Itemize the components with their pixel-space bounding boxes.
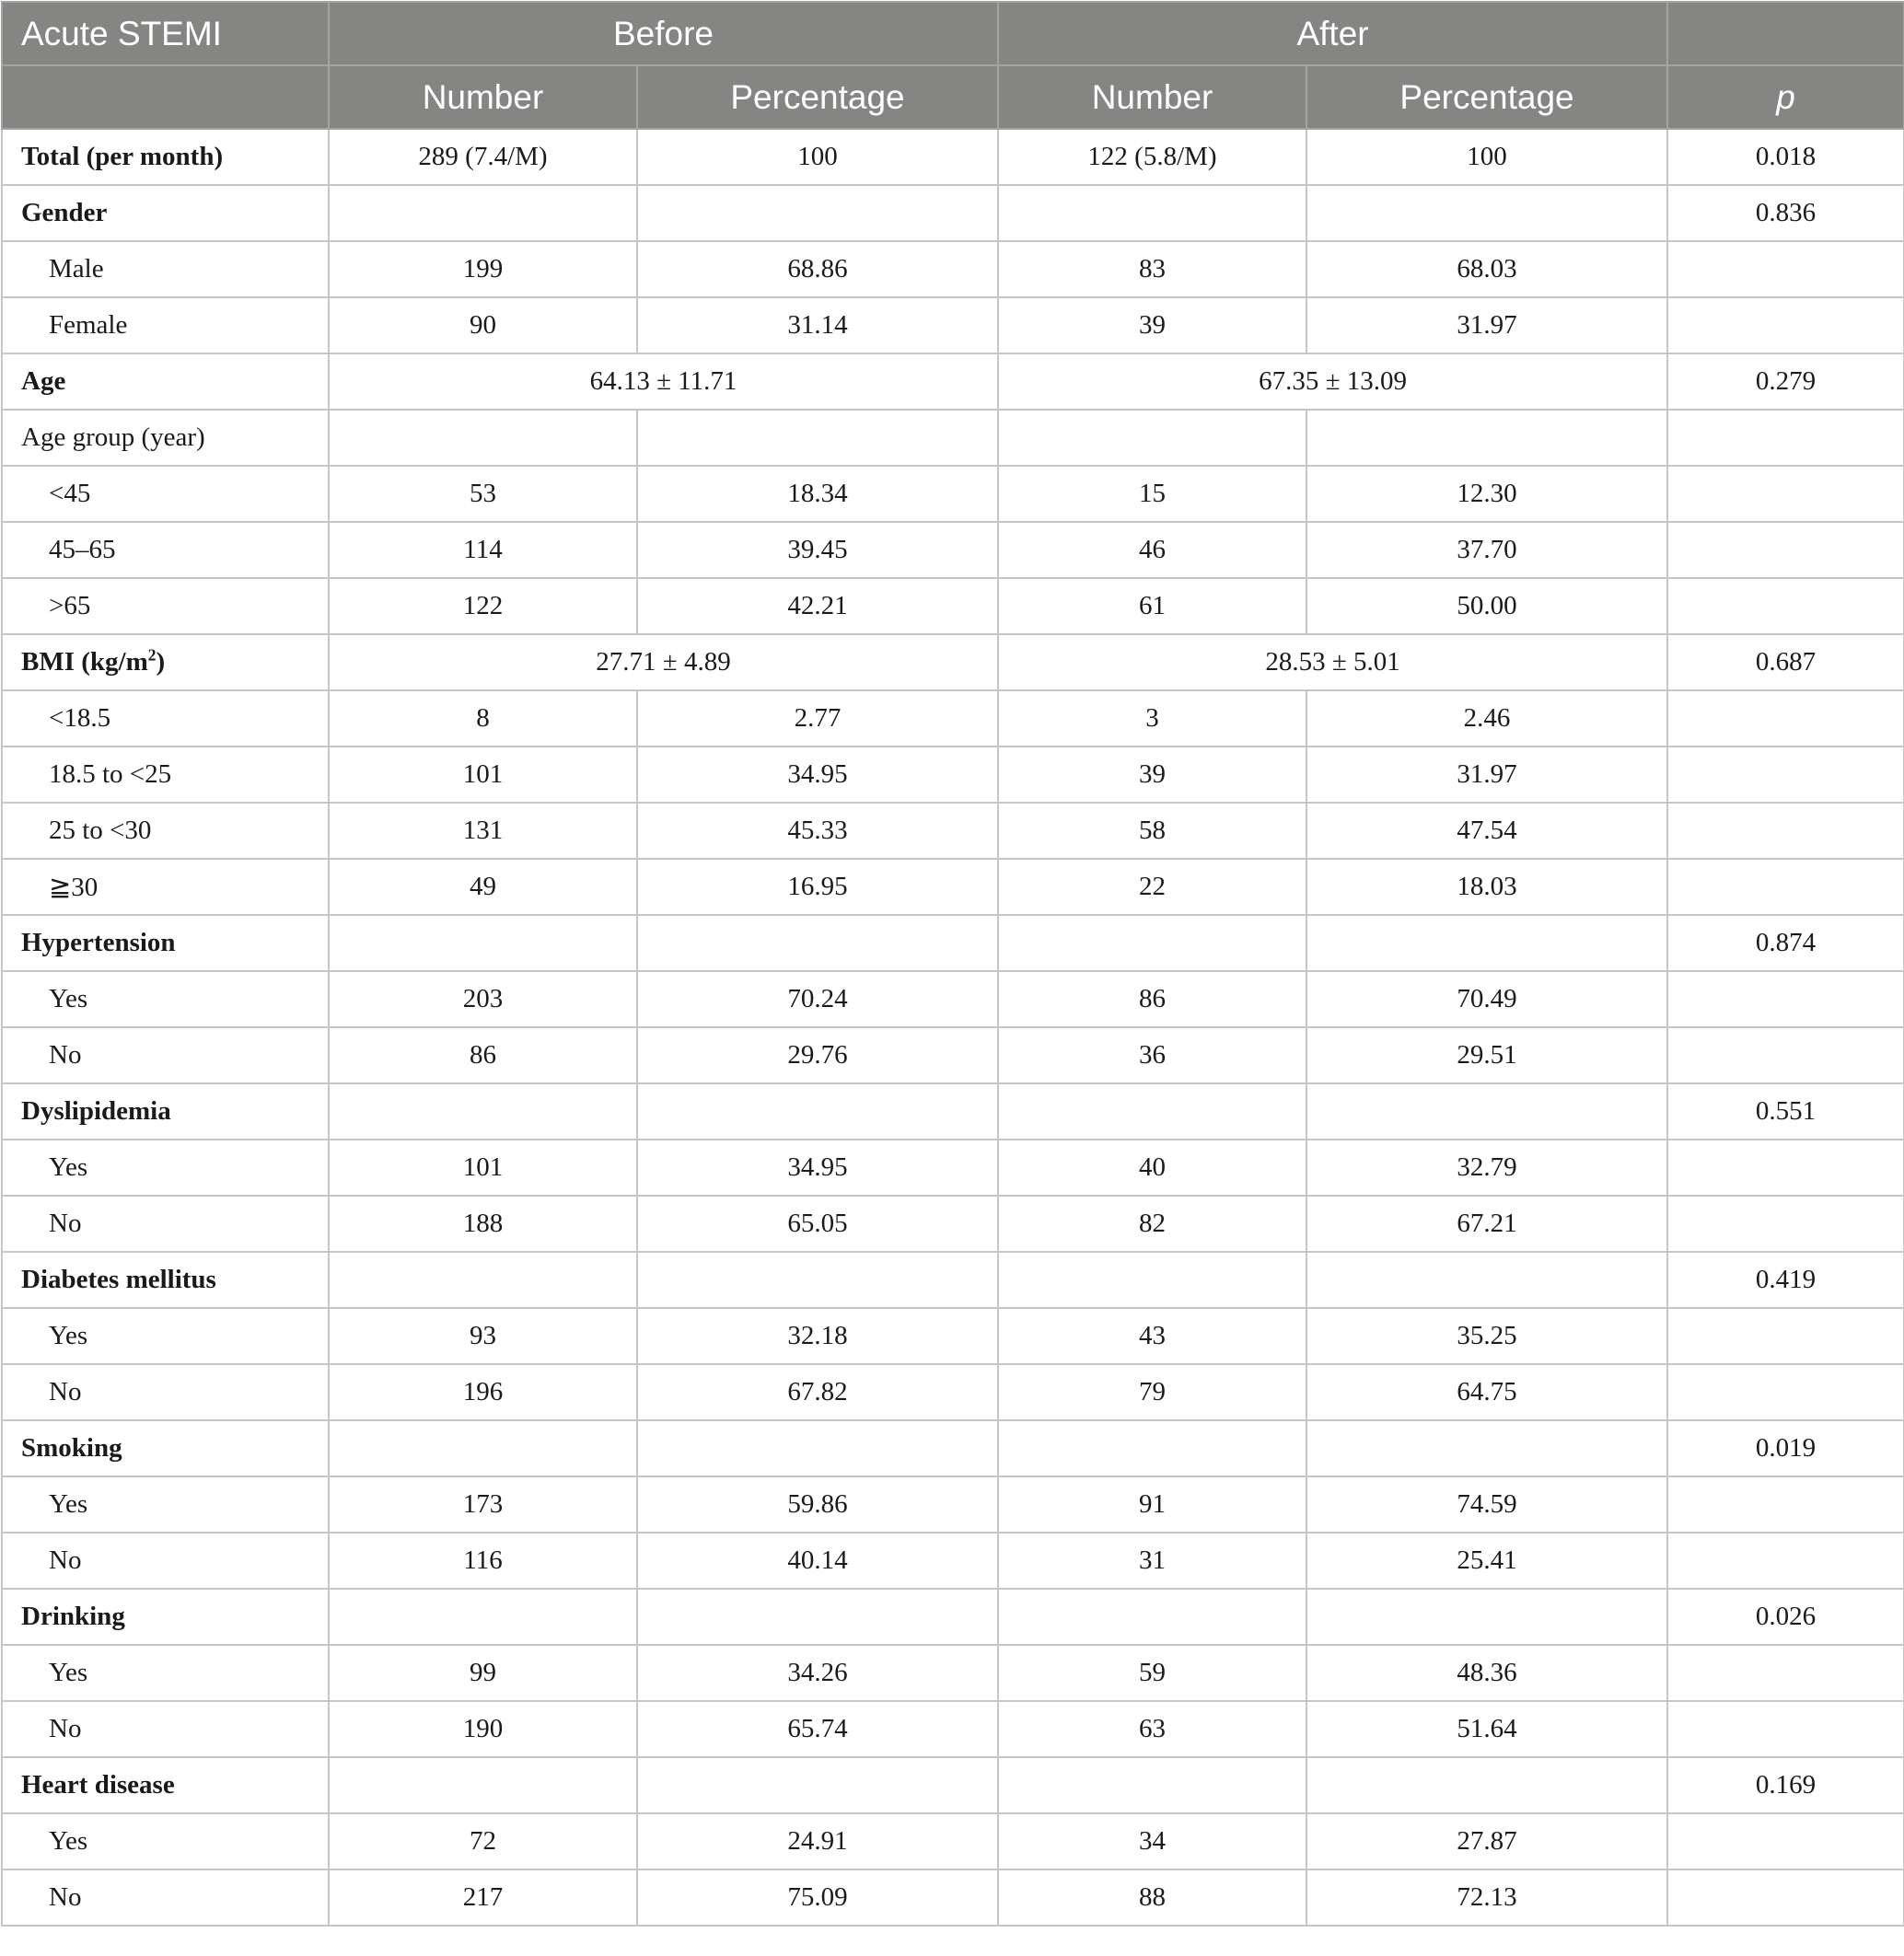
after-number: 3 [998,690,1306,747]
row-label [2,915,329,971]
before-number: 122 [329,578,637,634]
row-label [2,353,329,410]
row-label [2,185,329,241]
row-label-text: No [49,1040,82,1070]
row-label-text: No [49,1882,82,1912]
after-number: 43 [998,1308,1306,1364]
before-percentage: 65.05 [637,1196,998,1252]
after-number [998,915,1306,971]
before-number [329,1757,637,1813]
after-number: 36 [998,1027,1306,1083]
after-percentage: 64.75 [1306,1364,1667,1420]
table-row [2,129,1904,185]
header-after-number: Number [998,65,1306,129]
table-row [2,410,1904,466]
table-header [2,2,1904,129]
row-label [2,747,329,803]
row-label-text: 45–65 [49,535,116,564]
table-row [2,690,1904,747]
before-number: 188 [329,1196,637,1252]
p-value: 0.279 [1667,353,1904,410]
after-percentage: 51.64 [1306,1701,1667,1757]
after-percentage [1306,1083,1667,1140]
after-percentage: 67.21 [1306,1196,1667,1252]
row-label-text: No [49,1714,82,1743]
row-label-text: 18.5 to <25 [49,759,172,789]
before-number: 203 [329,971,637,1027]
before-percentage: 34.26 [637,1645,998,1701]
after-percentage: 2.46 [1306,690,1667,747]
row-label-text: Yes [49,1321,88,1350]
p-value [1667,1364,1904,1420]
before-number: 196 [329,1364,637,1420]
row-label-text: No [49,1377,82,1406]
table-row [2,859,1904,915]
before-percentage: 31.14 [637,297,998,353]
before-percentage: 65.74 [637,1701,998,1757]
after-number [998,1757,1306,1813]
after-mean-sd: 28.53 ± 5.01 [998,634,1667,690]
after-number: 39 [998,747,1306,803]
p-value [1667,522,1904,578]
row-label [2,1701,329,1757]
table-row [2,1757,1904,1813]
before-mean-sd: 27.71 ± 4.89 [329,634,998,690]
after-number: 34 [998,1813,1306,1869]
after-percentage [1306,915,1667,971]
row-label-text: Heart disease [21,1770,175,1800]
after-percentage: 25.41 [1306,1533,1667,1589]
table-row [2,578,1904,634]
row-label-text: Gender [21,198,108,227]
row-label-superscript: 2 [147,645,157,665]
p-value [1667,578,1904,634]
row-label-text: Yes [49,984,88,1013]
table-row [2,1476,1904,1533]
after-number: 15 [998,466,1306,522]
before-percentage: 34.95 [637,747,998,803]
header-empty-label [2,65,329,129]
row-label-text: Dyslipidemia [21,1096,171,1126]
before-number: 93 [329,1308,637,1364]
before-percentage [637,1757,998,1813]
before-percentage: 42.21 [637,578,998,634]
row-label-tail: ) [156,647,166,677]
row-label [2,803,329,859]
after-percentage: 32.79 [1306,1140,1667,1196]
after-number [998,1083,1306,1140]
after-percentage [1306,185,1667,241]
table-row [2,1027,1904,1083]
before-number: 72 [329,1813,637,1869]
before-percentage [637,1589,998,1645]
p-value: 0.687 [1667,634,1904,690]
table-row [2,241,1904,297]
row-label [2,1364,329,1420]
p-value: 0.018 [1667,129,1904,185]
row-label [2,1533,329,1589]
before-number [329,1589,637,1645]
after-number: 122 (5.8/M) [998,129,1306,185]
after-percentage [1306,1420,1667,1476]
before-number [329,185,637,241]
table-row [2,1364,1904,1420]
p-value [1667,297,1904,353]
after-percentage [1306,410,1667,466]
after-percentage: 47.54 [1306,803,1667,859]
table-row [2,1083,1904,1140]
row-label [2,1420,329,1476]
row-label [2,1083,329,1140]
header-before-percentage: Percentage [637,65,998,129]
before-number [329,410,637,466]
after-number: 22 [998,859,1306,915]
p-value [1667,1308,1904,1364]
row-label [2,1196,329,1252]
row-label-text: Yes [49,1152,88,1182]
p-value [1667,466,1904,522]
table-body [2,129,1904,1926]
p-value [1667,1196,1904,1252]
p-value [1667,1140,1904,1196]
row-label [2,1589,329,1645]
row-label-text: Male [49,254,104,284]
row-label [2,1027,329,1083]
before-number: 217 [329,1869,637,1926]
p-value: 0.419 [1667,1252,1904,1308]
before-percentage: 70.24 [637,971,998,1027]
row-label-text: Yes [49,1658,88,1687]
p-value [1667,803,1904,859]
before-percentage [637,185,998,241]
after-number: 46 [998,522,1306,578]
after-number: 63 [998,1701,1306,1757]
table-row [2,1252,1904,1308]
p-value [1667,1813,1904,1869]
table-row [2,1589,1904,1645]
row-label-text: Hypertension [21,928,176,957]
before-number: 114 [329,522,637,578]
row-label [2,859,329,915]
after-mean-sd: 67.35 ± 13.09 [998,353,1667,410]
row-label-text: Female [49,310,128,340]
row-label [2,1813,329,1869]
table-row [2,1140,1904,1196]
after-number [998,1420,1306,1476]
p-value [1667,1027,1904,1083]
after-number [998,185,1306,241]
row-label [2,129,329,185]
table-row [2,1533,1904,1589]
p-value: 0.551 [1667,1083,1904,1140]
before-number: 90 [329,297,637,353]
after-percentage: 50.00 [1306,578,1667,634]
after-number: 79 [998,1364,1306,1420]
after-percentage: 31.97 [1306,747,1667,803]
p-value [1667,747,1904,803]
stemi-table [1,1,1904,1927]
after-number: 58 [998,803,1306,859]
table-row [2,971,1904,1027]
p-value: 0.836 [1667,185,1904,241]
p-value [1667,241,1904,297]
after-percentage: 27.87 [1306,1813,1667,1869]
table-row [2,522,1904,578]
after-percentage: 12.30 [1306,466,1667,522]
after-number [998,410,1306,466]
row-label [2,1869,329,1926]
before-percentage: 2.77 [637,690,998,747]
table-row [2,634,1904,690]
row-label-text: Yes [49,1489,88,1519]
before-number: 289 (7.4/M) [329,129,637,185]
p-value [1667,1645,1904,1701]
row-label-text: No [49,1545,82,1575]
before-number: 53 [329,466,637,522]
after-percentage: 100 [1306,129,1667,185]
before-percentage [637,1420,998,1476]
header-after-percentage: Percentage [1306,65,1667,129]
table-row [2,1196,1904,1252]
after-number [998,1589,1306,1645]
p-value [1667,1869,1904,1926]
row-label-text: Yes [49,1826,88,1856]
p-value [1667,1533,1904,1589]
p-value: 0.169 [1667,1757,1904,1813]
before-number: 116 [329,1533,637,1589]
before-percentage: 34.95 [637,1140,998,1196]
after-percentage: 37.70 [1306,522,1667,578]
row-label-text: <18.5 [49,703,111,733]
before-number: 101 [329,1140,637,1196]
header-p-value: p [1667,65,1904,129]
after-percentage: 29.51 [1306,1027,1667,1083]
before-percentage: 29.76 [637,1027,998,1083]
before-number: 131 [329,803,637,859]
p-value [1667,1476,1904,1533]
row-label [2,1476,329,1533]
after-number: 59 [998,1645,1306,1701]
before-percentage [637,410,998,466]
before-percentage: 68.86 [637,241,998,297]
before-number: 190 [329,1701,637,1757]
table-row [2,1869,1904,1926]
after-number: 86 [998,971,1306,1027]
row-label-text: No [49,1209,82,1238]
row-label-text: BMI (kg/m [21,647,148,677]
p-value: 0.874 [1667,915,1904,971]
after-percentage: 48.36 [1306,1645,1667,1701]
table-row [2,353,1904,410]
table-row [2,915,1904,971]
row-label [2,1757,329,1813]
before-mean-sd: 64.13 ± 11.71 [329,353,998,410]
before-number: 173 [329,1476,637,1533]
table-row [2,297,1904,353]
before-percentage: 18.34 [637,466,998,522]
header-title: Acute STEMI [2,2,329,65]
table-row [2,803,1904,859]
row-label-text: Diabetes mellitus [21,1265,216,1294]
row-label-text: Age [21,366,66,396]
before-number: 49 [329,859,637,915]
before-percentage: 16.95 [637,859,998,915]
row-label [2,410,329,466]
row-label [2,1252,329,1308]
header-before-number: Number [329,65,637,129]
after-percentage [1306,1757,1667,1813]
row-label-text: Total (per month) [21,142,224,171]
after-number: 31 [998,1533,1306,1589]
row-label [2,466,329,522]
row-label-text: 25 to <30 [49,816,152,845]
after-number: 39 [998,297,1306,353]
before-percentage: 39.45 [637,522,998,578]
row-label [2,971,329,1027]
before-number [329,915,637,971]
before-number [329,1420,637,1476]
table-row [2,747,1904,803]
after-number: 82 [998,1196,1306,1252]
before-percentage: 100 [637,129,998,185]
table-row [2,1645,1904,1701]
row-label [2,690,329,747]
row-label [2,1308,329,1364]
table-row [2,1308,1904,1364]
row-label [2,1645,329,1701]
before-percentage: 45.33 [637,803,998,859]
before-percentage: 67.82 [637,1364,998,1420]
before-number: 101 [329,747,637,803]
after-percentage: 70.49 [1306,971,1667,1027]
table-row [2,1701,1904,1757]
header-before: Before [329,2,998,65]
p-value: 0.019 [1667,1420,1904,1476]
table-row [2,1420,1904,1476]
before-percentage: 40.14 [637,1533,998,1589]
before-number: 199 [329,241,637,297]
after-number [998,1252,1306,1308]
row-label [2,578,329,634]
before-percentage [637,915,998,971]
p-value [1667,1701,1904,1757]
p-value [1667,410,1904,466]
row-label [2,1140,329,1196]
p-value [1667,859,1904,915]
row-label-text: >65 [49,591,91,620]
header-row-1 [2,2,1904,65]
before-percentage: 32.18 [637,1308,998,1364]
after-percentage: 18.03 [1306,859,1667,915]
after-percentage: 74.59 [1306,1476,1667,1533]
row-label-text: <45 [49,479,91,508]
header-after: After [998,2,1667,65]
p-value [1667,971,1904,1027]
before-number [329,1083,637,1140]
before-number: 99 [329,1645,637,1701]
after-percentage [1306,1252,1667,1308]
before-percentage [637,1252,998,1308]
after-number: 88 [998,1869,1306,1926]
after-number: 83 [998,241,1306,297]
after-percentage [1306,1589,1667,1645]
p-value [1667,690,1904,747]
row-label [2,522,329,578]
after-percentage: 72.13 [1306,1869,1667,1926]
row-label-text: ≧30 [49,873,99,902]
before-percentage: 24.91 [637,1813,998,1869]
after-number: 61 [998,578,1306,634]
after-percentage: 35.25 [1306,1308,1667,1364]
after-number: 40 [998,1140,1306,1196]
before-number: 8 [329,690,637,747]
p-value: 0.026 [1667,1589,1904,1645]
before-percentage: 75.09 [637,1869,998,1926]
row-label-text: Drinking [21,1602,125,1631]
after-percentage: 68.03 [1306,241,1667,297]
after-percentage: 31.97 [1306,297,1667,353]
after-number: 91 [998,1476,1306,1533]
table-row [2,466,1904,522]
before-percentage [637,1083,998,1140]
table-row [2,1813,1904,1869]
header-row-2 [2,65,1904,129]
table-row [2,185,1904,241]
before-number [329,1252,637,1308]
row-label-text: Smoking [21,1433,122,1463]
row-label [2,634,329,690]
row-label-text: Age group (year) [21,422,205,452]
row-label [2,297,329,353]
header-empty-corner [1667,2,1904,65]
before-percentage: 59.86 [637,1476,998,1533]
row-label [2,241,329,297]
before-number: 86 [329,1027,637,1083]
